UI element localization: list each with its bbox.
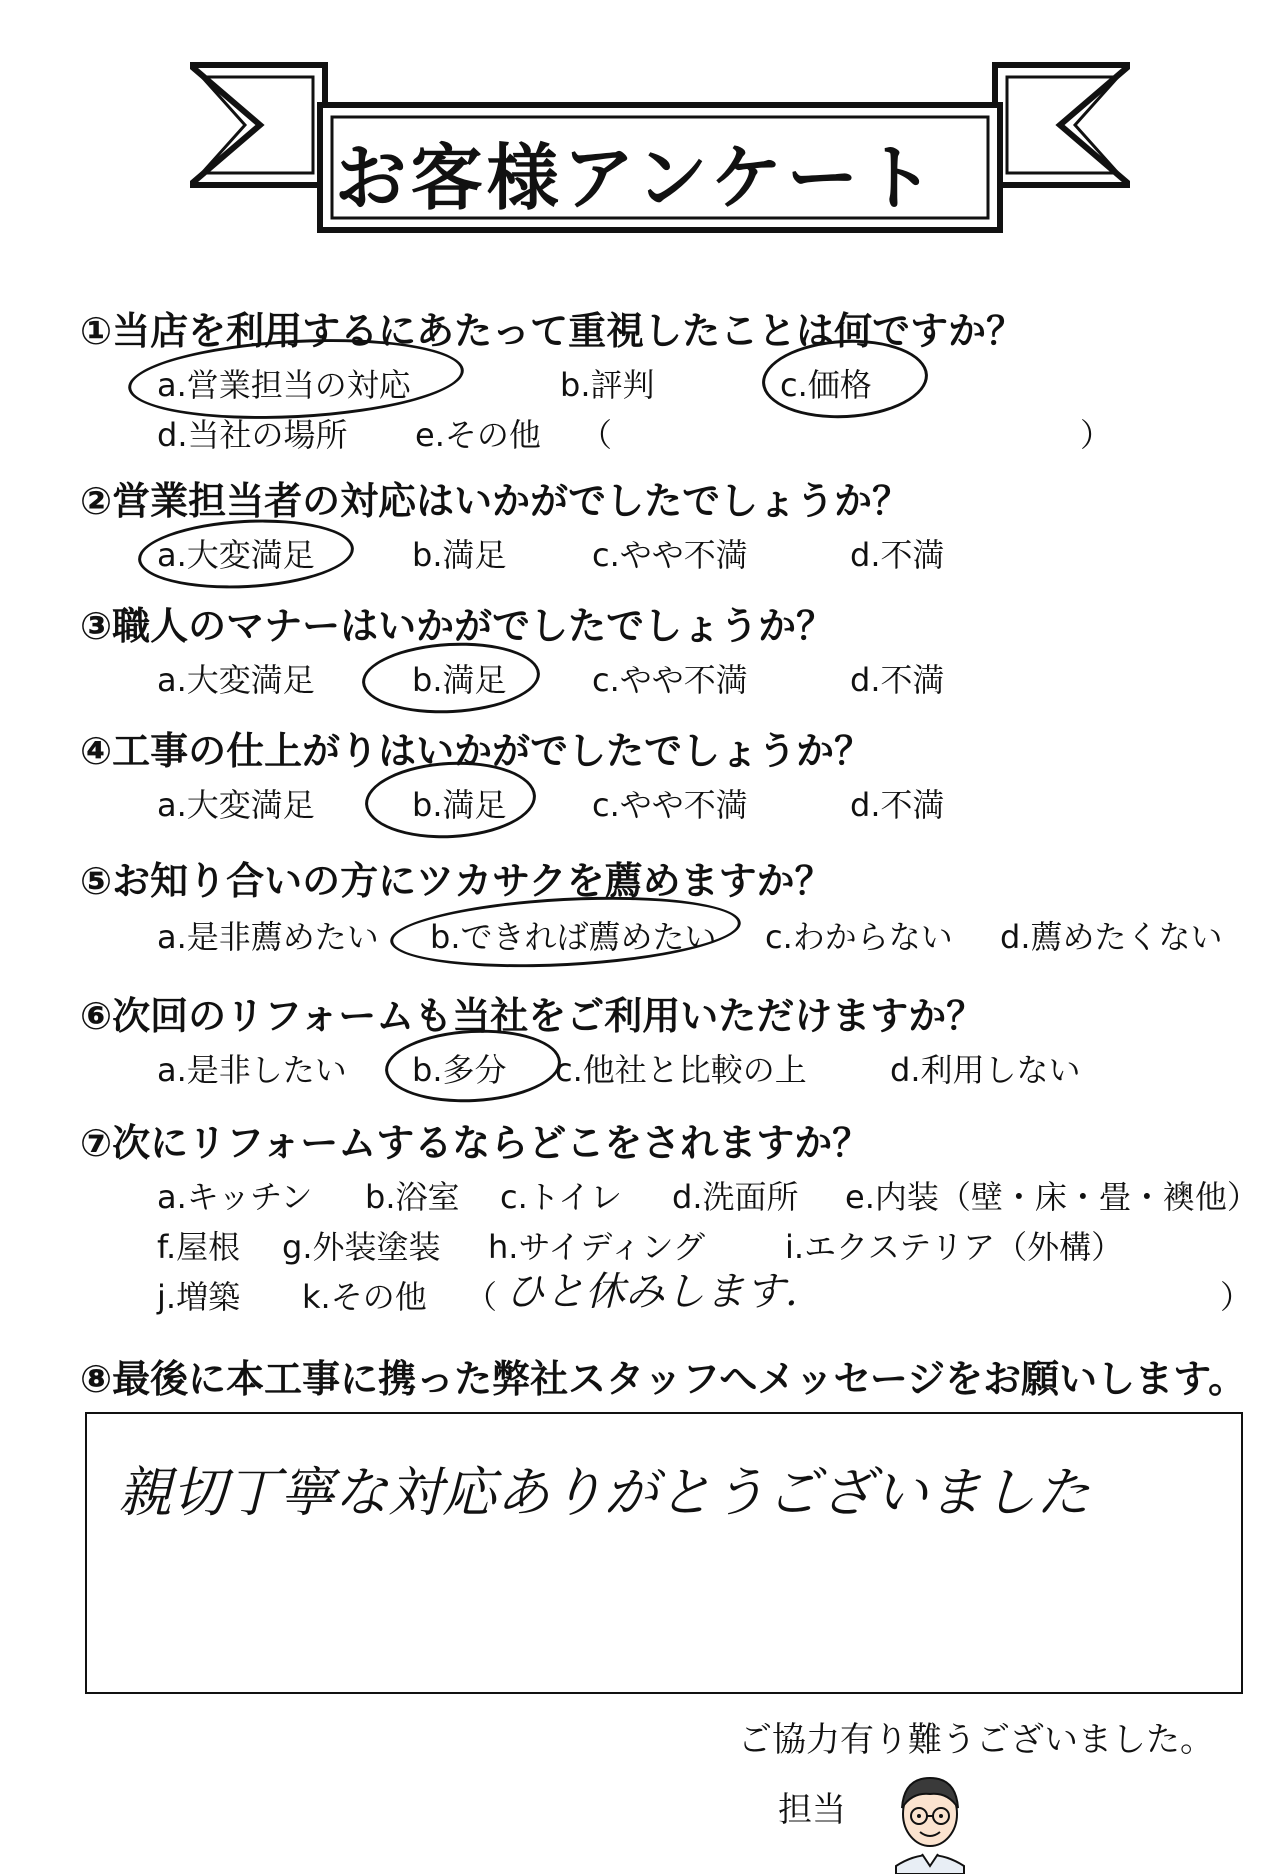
question-5: ⑤お知り合いの方にツカサクを薦めますか？ — [80, 859, 833, 903]
q4-option-a[interactable]: a.大変満足 — [157, 786, 315, 824]
q1-option-d[interactable]: d.当社の場所 — [157, 416, 348, 454]
q7-option-j[interactable]: j.増築 — [157, 1278, 241, 1316]
q1-option-c[interactable]: c.価格 — [780, 366, 872, 404]
q7-paren-open: （ — [465, 1278, 498, 1316]
q4-option-d[interactable]: d.不満 — [850, 786, 945, 824]
question-2: ②営業担当者の対応はいかがでしたでしょうか？ — [80, 479, 911, 523]
q5-option-c[interactable]: c.わからない — [765, 918, 953, 956]
question-6: ⑥次回のリフォームも当社をご利用いただけますか？ — [80, 994, 985, 1038]
q5-option-a[interactable]: a.是非薦めたい — [157, 918, 379, 956]
question-4: ④工事の仕上がりはいかがでしたでしょうか？ — [80, 729, 873, 773]
q6-option-c[interactable]: c.他社と比較の上 — [555, 1051, 807, 1089]
q7-option-f[interactable]: f.屋根 — [157, 1228, 241, 1266]
staff-label: 担当 — [778, 1790, 846, 1830]
staff-avatar — [890, 1766, 970, 1874]
q5-option-d[interactable]: d.薦めたくない — [1000, 918, 1223, 956]
q7-option-e[interactable]: e.内装（壁・床・畳・襖他） — [845, 1178, 1259, 1216]
q4-option-b[interactable]: b.満足 — [412, 786, 507, 824]
q7-option-d[interactable]: d.洗面所 — [672, 1178, 799, 1216]
q7-option-c[interactable]: c.トイレ — [500, 1178, 623, 1216]
q4-option-c[interactable]: c.やや不満 — [592, 786, 748, 824]
q5-option-b[interactable]: b.できれば薦めたい — [430, 918, 717, 956]
q7-other-handwriting: ひと休みします. — [505, 1269, 798, 1315]
thanks-text: ご協力有り難うございました。 — [738, 1720, 1214, 1760]
q7-option-h[interactable]: h.サイディング — [488, 1228, 706, 1266]
q3-option-a[interactable]: a.大変満足 — [157, 661, 315, 699]
question-8: ⑧最後に本工事に携った弊社スタッフへメッセージをお願いします。 — [80, 1357, 1247, 1401]
q6-option-d[interactable]: d.利用しない — [890, 1051, 1081, 1089]
q3-option-b[interactable]: b.満足 — [412, 661, 507, 699]
q7-option-a[interactable]: a.キッチン — [157, 1178, 313, 1216]
q7-option-b[interactable]: b.浴室 — [365, 1178, 460, 1216]
question-1: ①当店を利用するにあたって重視したことは何ですか？ — [80, 309, 1025, 353]
q7-option-k[interactable]: k.その他 — [302, 1278, 427, 1316]
q6-option-a[interactable]: a.是非したい — [157, 1051, 347, 1089]
question-7: ⑦次にリフォームするならどこをされますか？ — [80, 1121, 871, 1165]
q3-option-d[interactable]: d.不満 — [850, 661, 945, 699]
q3-option-c[interactable]: c.やや不満 — [592, 661, 748, 699]
question-3: ③職人のマナーはいかがでしたでしょうか？ — [80, 604, 835, 648]
q7-option-i[interactable]: i.エクステリア（外構） — [785, 1228, 1124, 1266]
q2-option-d[interactable]: d.不満 — [850, 536, 945, 574]
q1-paren-close: ） — [1080, 416, 1113, 454]
q7-paren-close: ） — [1220, 1278, 1253, 1316]
q2-selection-circle — [136, 514, 355, 593]
q2-option-b[interactable]: b.満足 — [412, 536, 507, 574]
q1-option-a[interactable]: a.営業担当の対応 — [157, 366, 411, 404]
q1-paren-open: （ — [580, 416, 613, 454]
q2-option-a[interactable]: a.大変満足 — [157, 536, 315, 574]
q1-option-e[interactable]: e.その他 — [415, 416, 541, 454]
q7-option-g[interactable]: g.外装塗装 — [282, 1228, 441, 1266]
q2-option-c[interactable]: c.やや不満 — [592, 536, 748, 574]
q6-option-b[interactable]: b.多分 — [412, 1051, 507, 1089]
message-handwriting: 親切丁寧な対応ありがとうございました — [118, 1461, 1090, 1524]
page-title: お客様アンケート — [334, 136, 939, 220]
q3-selection-circle — [360, 638, 541, 717]
q1-option-b[interactable]: b.評判 — [560, 366, 655, 404]
